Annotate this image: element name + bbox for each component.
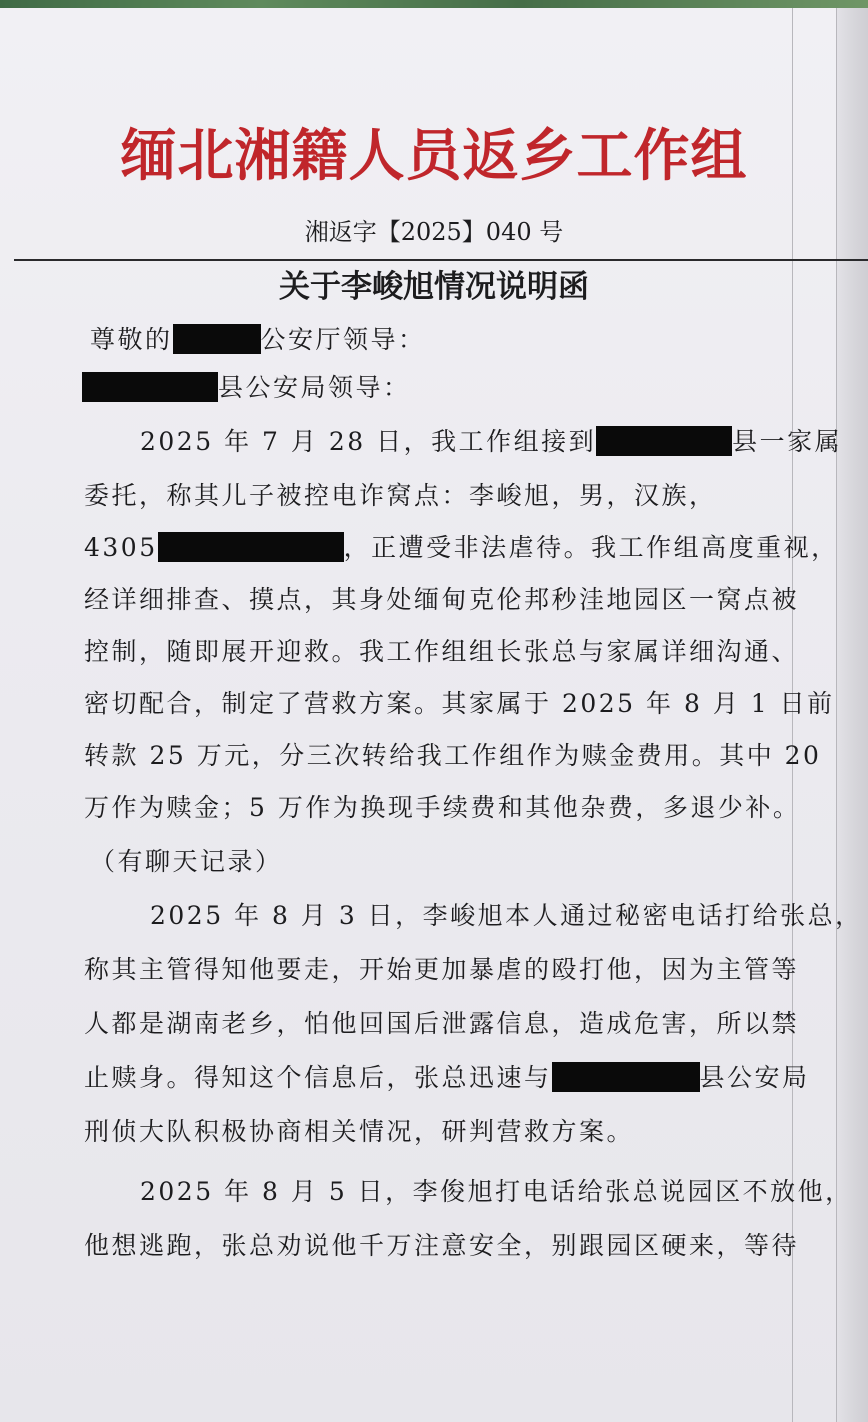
body-text: 2025 年 7 月 28 日，我工作组接到 <box>140 427 597 456</box>
body-line-14: 刑侦大队积极协商相关情况，研判营救方案。 <box>84 1117 635 1146</box>
body-line-15: 2025 年 8 月 5 日，李俊旭打电话给张总说园区不放他， <box>140 1177 853 1206</box>
body-text: 止赎身。得知这个信息后，张总迅速与 <box>84 1063 552 1092</box>
body-line-11: 称其主管得知他要走，开始更加暴虐的殴打他，因为主管等 <box>84 955 800 984</box>
redaction-bar <box>173 324 261 354</box>
body-text: ，正遭受非法虐待。我工作组高度重视， <box>343 533 839 562</box>
body-line-7: 转款 25 万元，分三次转给我工作组作为赎金费用。其中 20 <box>84 741 822 770</box>
salutation-line-2 <box>82 368 411 408</box>
redaction-bar <box>158 532 344 562</box>
document-title: 关于李峻旭情况说明函 <box>279 269 589 305</box>
organization-title: 缅北湘籍人员返乡工作组 <box>120 123 748 189</box>
body-line-13 <box>84 1058 810 1098</box>
body-line-9: （有聊天记录） <box>90 847 283 876</box>
body-text: 4305 <box>84 533 158 562</box>
redaction-bar <box>552 1062 700 1092</box>
salutation-text: 公安厅领导： <box>260 325 426 354</box>
body-line-4: 经详细排查、摸点，其身处缅甸克伦邦秒洼地园区一窝点被 <box>84 585 800 614</box>
document-number: 湘返字【2025】040 号 <box>304 218 564 246</box>
body-line-2: 委托，称其儿子被控电诈窝点：李峻旭，男，汉族， <box>84 481 717 510</box>
body-line-10: 2025 年 8 月 3 日，李峻旭本人通过秘密电话打给张总， <box>150 901 863 930</box>
salutation-text: 尊敬的 <box>90 325 173 354</box>
redaction-bar <box>596 426 732 456</box>
salutation-line-1 <box>90 320 426 360</box>
body-line-16: 他想逃跑，张总劝说他千万注意安全，别跟园区硬来，等待 <box>84 1231 800 1260</box>
body-line-1 <box>140 422 842 462</box>
body-line-12: 人都是湖南老乡，怕他回国后泄露信息，造成危害，所以禁 <box>84 1009 800 1038</box>
body-text: 县公安局 <box>699 1063 810 1092</box>
body-line-3 <box>84 528 839 568</box>
body-line-8: 万作为赎金；5 万作为换现手续费和其他杂费，多退少补。 <box>84 793 801 822</box>
body-line-6: 密切配合，制定了营救方案。其家属于 2025 年 8 月 1 日前 <box>84 689 835 718</box>
body-line-5: 控制，随即展开迎救。我工作组组长张总与家属详细沟通、 <box>84 637 800 666</box>
header-divider <box>14 259 868 261</box>
body-text: 县一家属 <box>732 427 843 456</box>
salutation-text: 县公安局领导： <box>218 373 411 402</box>
redaction-bar <box>82 372 218 402</box>
